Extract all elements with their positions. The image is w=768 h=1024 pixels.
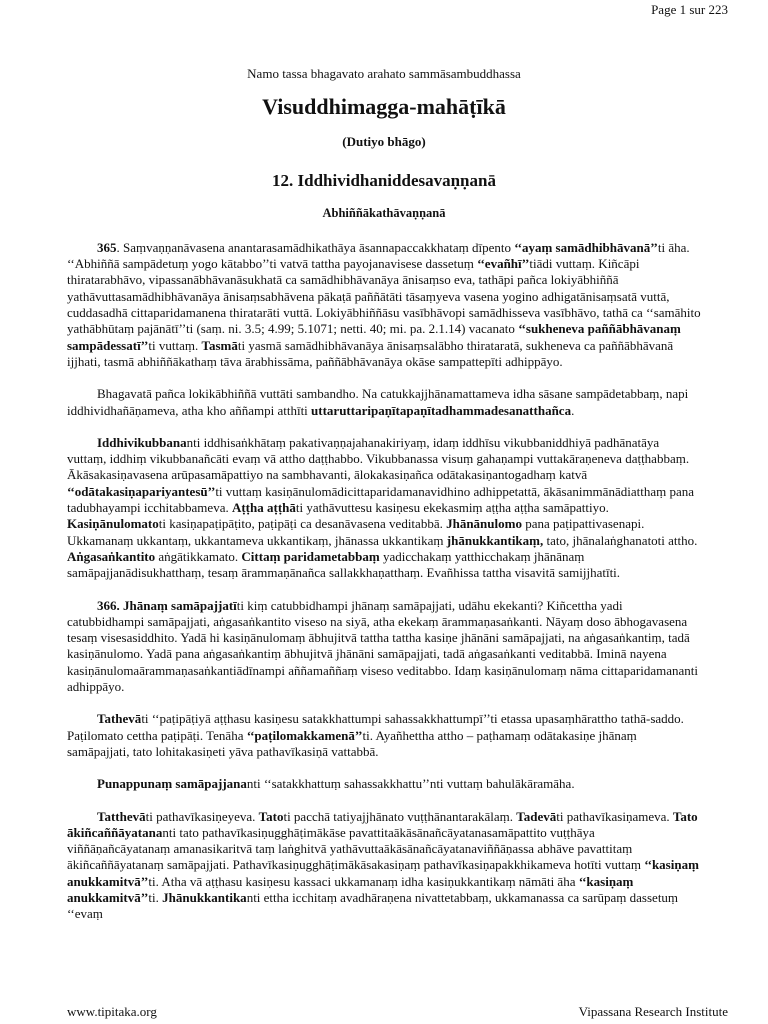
bold-term: 365 [97, 239, 117, 255]
text-run: nti iddhisaṅkhātaṃ pakativaṇṇajahanakiriyaṃ, idaṃ iddhīsu vikubbaniddhiyā padhānatāya vuttaṃ, iddhiṃ vikubbanañcāti evaṃ vā attho daṭṭhabbo. Vikubbanassa visuṃ gahaṇampi vuttakāraṇeneva daṭṭhabbaṃ. Ākāsakasiṇavasena arūpasamāpattiyo na sambhavanti, ālokakasiṇañca odātakasiṇantogadhaṃ katvā [67, 434, 690, 483]
bold-term: Tatthevā [97, 808, 146, 824]
bold-term: ‘‘sukheneva paññābhāvanaṃ sampādessatī’’ [67, 321, 681, 353]
text-run: aṅgātikkamato. [155, 548, 242, 564]
bold-term: Jhānānulomo [446, 516, 522, 532]
bold-term: ‘‘evañhī’’ [477, 256, 530, 272]
chapter-heading: 12. Iddhividhaniddesavaṇṇanā [272, 170, 496, 190]
bold-term: Iddhivikubbana [97, 434, 187, 450]
footer-website[interactable]: www.tipitaka.org [67, 1004, 157, 1019]
text-run: ti kiṃ catubbidhampi jhānaṃ samāpajjati, udāhu ekekanti? Kiñcettha yadi catubbidhampi samāpajjati, aṅgasaṅkantito viseso na siyā, atha ekekaṃ ārammaṇasaṅkanti. Nāyaṃ doso ābhogavasena tesaṃ visesasiddhito. Yadā hi kasiṇānulomaṃ ābhujitvā tattha tattha kasiṇe jhānāni samāpajjati, na aṅgasaṅkantiṃ, tadā kasiṇānulomo. Yadā pana aṅgasaṅkantiṃ ābhujitvā jhānāni samāpajjati, tadā aṅgasaṅkanti veditabbā. Iminā nayena kasiṇānulomaārammaṇasaṅkantiādīnampi aññamaññaṃ viseso veditabbo. Idaṃ kasiṇānulomaṃ nāma cittaparidamananti adhippāyo. [67, 597, 699, 695]
paragraph [67, 711, 701, 760]
text-run: ti pathavīkasiṇameva. [556, 808, 673, 824]
text-run: nti ‘‘satakkhattuṃ sahassakkhattu’’nti vuttaṃ bahulākāramāha. [246, 776, 575, 792]
bold-term: Tato ākiñcaññāyatana [67, 808, 698, 840]
text-run: ti āha. ‘‘Abhiññā sampādetuṃ yogo kātabbo’’ti vatvā tattha payojanavisese dassetuṃ [67, 239, 690, 272]
text-run: ti pathavīkasiṇeyeva. [145, 808, 259, 824]
text-run: ti. [148, 889, 163, 905]
document-title: Visuddhimagga-mahāṭīkā [262, 94, 506, 120]
invocation: Namo tassa bhagavato arahato sammāsambuddhassa [247, 66, 521, 81]
text-run: ti vuttaṃ kasiṇānulomādicittaparidamanavidhino adhippetattā, ākāsanimmānādiatthaṃ pana tadubhayampi icchitabbameva. [67, 483, 694, 516]
bold-term: Kasiṇānulomato [67, 516, 159, 532]
bold-term: Aṅgasaṅkantito [67, 548, 156, 564]
text-run: nti tato pathavīkasiṇugghāṭimākāse pavattitaākāsānañcāyatanasamāpattito vuṭṭhāya viññāṇañcāyatanaṃ amanasikaritvā taṃ laṅghitvā yathāvuttaākāsānañcāyatanaviññāṇassa abhāve pavattitaṃ ākiñcaññāyatanaṃ samāpajjati. Pathavīkasiṇugghāṭimākāsakasiṇaṃ pathavīkasiṇapakkhikameva hotīti vuttaṃ [67, 824, 645, 873]
bold-term: Tato [258, 808, 284, 824]
bold-term: ‘‘odātakasiṇapariyantesū’’ [67, 483, 216, 499]
section-heading: Abhiññākathāvaṇṇanā [322, 205, 446, 220]
text-run: pana paṭipattivasenapi. Ukkamanaṃ ukkantaṃ, ukkantameva ukkantikaṃ, jhānassa ukkantikaṃ [67, 516, 645, 548]
bold-term: Cittaṃ paridametabbaṃ [241, 548, 380, 564]
text-run: ti pacchā tatiyajjhānato vuṭṭhānantarakālaṃ. [283, 808, 517, 824]
document-body [67, 66, 701, 939]
bold-term: ‘‘kasiṇaṃ anukkamitvā’’ [67, 857, 699, 889]
paragraph [67, 240, 701, 370]
text-run: ti ‘‘paṭipāṭiyā aṭṭhasu kasiṇesu satakkhattumpi sahassakkhattumpī’’ti etassa upasaṃhārattho tathā-saddo. Paṭilomato cettha paṭipāṭi. Tenāha [67, 711, 684, 743]
bold-term: Tadevā [516, 808, 557, 824]
bold-term: ‘‘ayaṃ samādhibhāvanā’’ [514, 239, 658, 255]
text-run: ti. Ayañhettha attho – paṭhamaṃ odātakasiṇe jhānaṃ samāpajjati, tato lohitakasiṇeti yāva pathavīkasiṇā vattabbā. [67, 727, 637, 759]
page-number: Page 1 sur 223 [651, 2, 728, 17]
bold-term: ‘‘paṭilomakkamenā’’ [246, 727, 363, 743]
footer-publisher: Vipassana Research Institute [578, 1004, 728, 1019]
text-run: nti ettha icchitaṃ avadhāraṇena nivattetabbaṃ, ukkamanassa ca sarūpaṃ dassetuṃ ‘‘evaṃ [67, 889, 679, 922]
bold-term: uttaruttaripaṇītapaṇītadhammadesanatthañca [311, 402, 572, 418]
text-run: ti. Atha vā aṭṭhasu kasiṇesu kassaci ukkamanaṃ idha kasiṇukkantikaṃ nāmāti āha [148, 873, 579, 889]
text-run: ti yasmā samādhibhāvanāya ānisaṃsalābho thirataratā, sukheneva ca paññābhāvanā ijjhati, tasmā abhiññākathaṃ tāva ārabhissāma, paññābhāvanāya okāse sampattepīti adhippāyo. [67, 337, 674, 369]
text-run: Bhagavatā pañca lokikābhiññā vuttāti sambandho. Na catukkajjhānamattameva idha sāsane sampādetabbaṃ, napi iddhividhañāṇameva, atha kho aññampi atthīti [67, 386, 689, 418]
paragraph [67, 776, 701, 792]
text-run: ti kasiṇapaṭipāṭito, paṭipāṭi ca desanāvasena veditabbā. [158, 516, 447, 532]
bold-term: Jhānukkantika [162, 889, 247, 905]
bold-term: Tathevā [97, 711, 142, 727]
text-run: ti yathāvuttesu kasiṇesu ekekasmiṃ aṭṭha aṭṭha samāpattiyo. [295, 500, 609, 516]
text-run: yadicchakaṃ yatthicchakaṃ jhānānaṃ samāpajjanādisukhatthaṃ, tesaṃ ārammaṇānañca sallakkhaṇatthaṃ. Evañhissa tattha visavitā samijjhatīti. [67, 548, 621, 581]
bold-term: Tasmā [201, 337, 238, 353]
bold-term: Punappunaṃ samāpajjana [97, 776, 247, 792]
bold-term: ‘‘kasiṇaṃ anukkamitvā’’ [67, 873, 634, 905]
paragraph [67, 809, 701, 923]
paragraphs [67, 240, 701, 923]
paragraph [67, 386, 701, 419]
bold-term: 366. Jhānaṃ samāpajjatī [97, 597, 237, 613]
text-run: . [571, 402, 575, 418]
text-run: . Saṃvaṇṇanāvasena anantarasamādhikathāya āsannapaccakkhataṃ dīpento [116, 239, 515, 255]
bold-term: jhānukkantikaṃ, [446, 532, 544, 548]
paragraph [67, 598, 701, 696]
text-run: ti vuttaṃ. [148, 337, 202, 353]
bold-term: Aṭṭha aṭṭhā [231, 500, 296, 516]
document-subtitle: (Dutiyo bhāgo) [342, 134, 426, 150]
paragraph [67, 435, 701, 582]
text-run: tiādi vuttaṃ. Kiñcāpi thiratarabhāvo, vipassanābhāvanāsukhatā ca samādhibhāvanāya ānisaṃso eva, tathāpi pañca lokiyābhiññā yathāvuttasamādhibhāvanāya ānisaṃsabhāvena pākaṭā paññātāti tāsaṃyeva vasena yogino adhigatānisaṃsatā vuttā, cuddasadhā cittaparidamanena thiratarāti vuttā. Lokiyābhiññāsu vasībhāvopi samādhisseva vasībhāvo, tathā ca ‘‘samāhito yathābhūtaṃ pajānātī’’ti (saṃ. ni. 3.5; 4.99; 5.1071; netti. 40; mi. pa. 2.1.14) vacanato [67, 256, 701, 337]
text-run: tato, jhānalaṅghanatoti attho. [543, 532, 698, 548]
